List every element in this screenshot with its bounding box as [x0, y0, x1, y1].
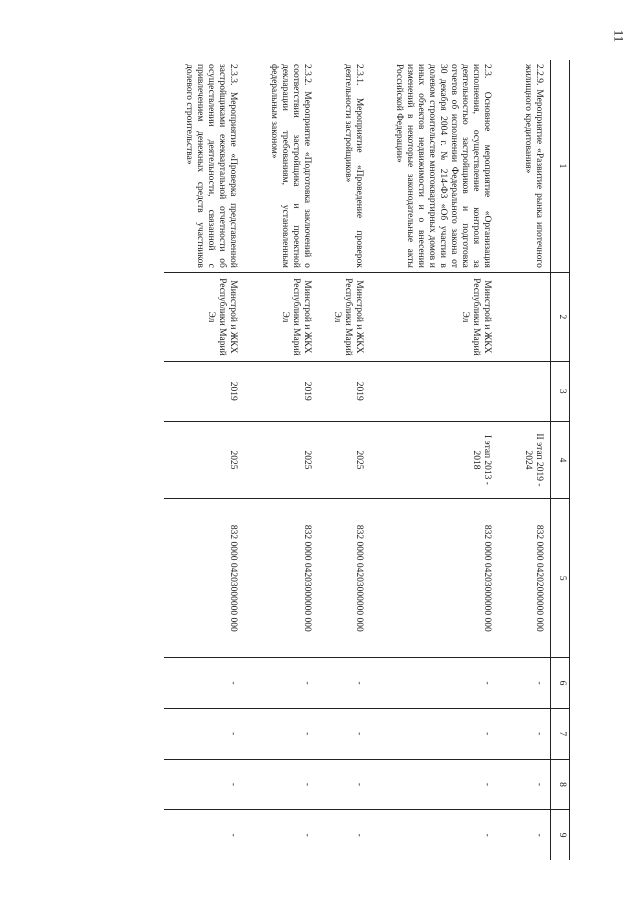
table-row	[244, 60, 318, 860]
column-header-1: 1	[551, 60, 570, 272]
end-year: 2025	[244, 421, 318, 499]
value-col-7: -	[318, 708, 370, 759]
value-col-9: -	[244, 810, 318, 860]
value-col-7: -	[498, 708, 551, 759]
rotated-table-container	[110, 60, 570, 860]
value-col-8: -	[370, 759, 498, 810]
column-header-4: 4	[551, 421, 570, 499]
value-col-6: -	[498, 658, 551, 709]
budget-code: 832 0000 04203000000 000	[370, 499, 498, 658]
column-header-3: 3	[551, 361, 570, 421]
table-row	[498, 60, 551, 860]
table-body	[164, 60, 551, 860]
responsible-executor: Минстрой и ЖКХ Республики Марий Эл	[164, 272, 244, 361]
column-header-2: 2	[551, 272, 570, 361]
value-col-9: -	[498, 810, 551, 860]
value-col-6: -	[370, 658, 498, 709]
budget-code: 832 0000 04202000000 000	[498, 499, 551, 658]
program-activities-table	[164, 60, 570, 860]
table-row	[164, 60, 244, 860]
responsible-executor: Минстрой и ЖКХ Республики Марий Эл	[318, 272, 370, 361]
value-col-7: -	[164, 708, 244, 759]
activity-name: 2.3.2. Мероприятие «Подготовка заключений о соответствии застройщика и проектной декларации требованиям, установленным федеральным законом»	[269, 64, 312, 268]
responsible-executor	[498, 272, 551, 361]
end-year: II этап 2019 - 2024	[498, 421, 551, 499]
value-col-8: -	[244, 759, 318, 810]
value-col-8: -	[318, 759, 370, 810]
column-header-7: 7	[551, 708, 570, 759]
activity-name: 2.3.3. Мероприятие «Проверка представленной застройщиками ежеквартальной отчетности об осуществлении деятельности, связанной с привлечением денежных средств участников долевого строительства»	[184, 64, 238, 268]
value-col-6: -	[318, 658, 370, 709]
budget-code: 832 0000 04203000000 000	[318, 499, 370, 658]
value-col-9: -	[370, 810, 498, 860]
value-col-8: -	[498, 759, 551, 810]
column-header-5: 5	[551, 499, 570, 658]
budget-code: 832 0000 04203000000 000	[164, 499, 244, 658]
start-year: 2019	[318, 361, 370, 421]
start-year	[370, 361, 498, 421]
activity-name: 2.3. Основное мероприятие «Организация исполнения, осуществление контроля за деятельностью застройщиков и подготовка отчетов об исполнении Федерального закона от 30 декабря 2004 г. № 214-ФЗ «Об участии в долевом строительстве многоквартирных домов и иных объектов недвижимости и о внесении изменений в некоторые законодательные акты Российской Федерации»	[394, 64, 492, 268]
table-header	[551, 60, 570, 860]
header-row	[551, 60, 570, 860]
value-col-7: -	[244, 708, 318, 759]
value-col-6: -	[164, 658, 244, 709]
column-header-9: 9	[551, 810, 570, 860]
start-year: 2019	[244, 361, 318, 421]
column-header-6: 6	[551, 658, 570, 709]
value-col-9: -	[318, 810, 370, 860]
value-col-6: -	[244, 658, 318, 709]
start-year: 2019	[164, 361, 244, 421]
end-year: I этап 2013 - 2018	[370, 421, 498, 499]
value-col-9: -	[164, 810, 244, 860]
end-year: 2025	[318, 421, 370, 499]
table-row	[370, 60, 498, 860]
end-year: 2025	[164, 421, 244, 499]
budget-code: 832 0000 04203000000 000	[244, 499, 318, 658]
responsible-executor: Минстрой и ЖКХ Республики Марий Эл	[370, 272, 498, 361]
activity-name: 2.2.9. Мероприятие «Развитие рынка ипотечного жилищного кредитования»	[523, 64, 544, 268]
page-number: 11	[611, 29, 627, 43]
column-header-8: 8	[551, 759, 570, 810]
value-col-8: -	[164, 759, 244, 810]
value-col-7: -	[370, 708, 498, 759]
responsible-executor: Минстрой и ЖКХ Республики Марий Эл	[244, 272, 318, 361]
table-row	[318, 60, 370, 860]
start-year	[498, 361, 551, 421]
activity-name: 2.3.1. Мероприятие «Проведение проверок деятельности застройщиков»	[343, 64, 364, 268]
